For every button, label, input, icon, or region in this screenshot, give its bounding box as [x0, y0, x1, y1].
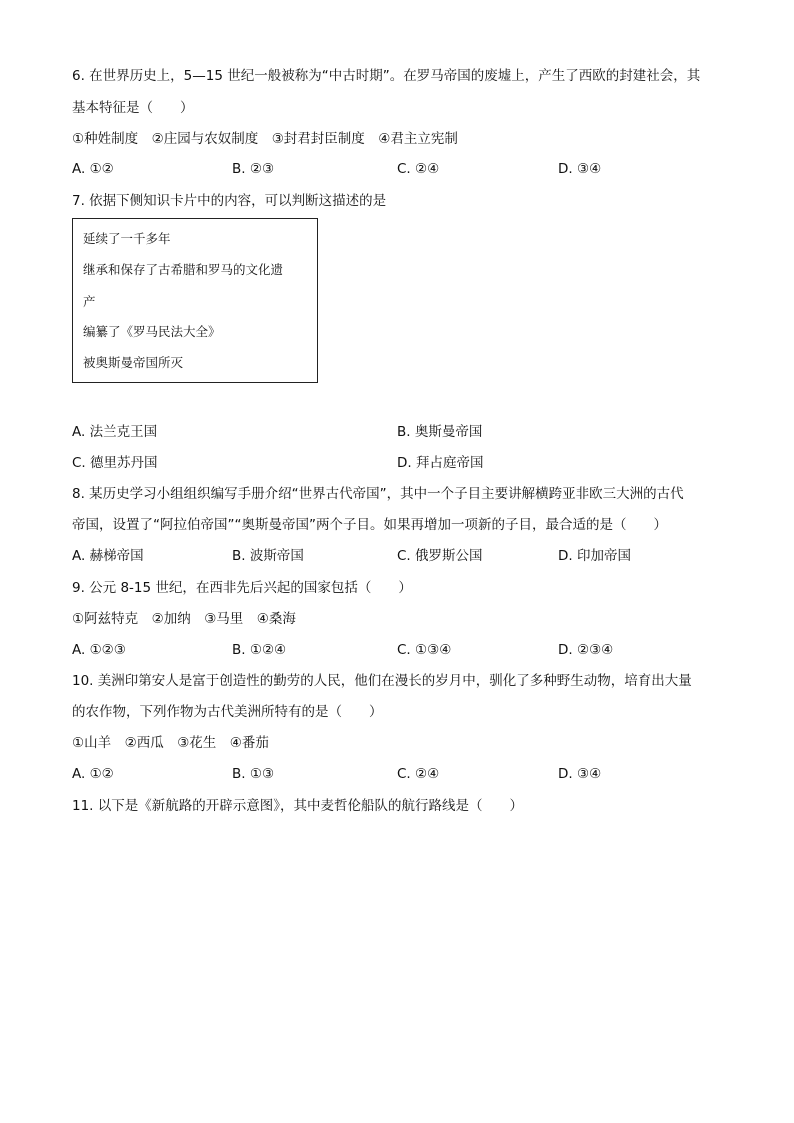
q8-stem-line1: 8. 某历史学习小组组织编写手册介绍“世界古代帝国”，其中一个子目主要讲解横跨亚非欧三大洲的古代: [72, 486, 684, 502]
q9-option-d[interactable]: D. ②③④: [558, 642, 614, 658]
card-line: 编纂了《罗马民法大全》: [83, 324, 221, 339]
q7-options-row1: [72, 422, 722, 442]
q6-stem-line1: 6. 在世界历史上，5—15 世纪一般被称为“中古时期”。在罗马帝国的废墟上，产生了西欧的封建社会，其: [72, 68, 701, 84]
card-line: 被奥斯曼帝国所灭: [83, 355, 184, 370]
q10-option-b[interactable]: B. ①③: [232, 766, 275, 782]
q8-options: [72, 546, 722, 566]
q7-option-d[interactable]: D. 拜占庭帝国: [397, 455, 484, 471]
q10-stem-line2: 的农作物，下列作物为古代美洲所特有的是（ ）: [72, 704, 383, 720]
q9-items: ①阿兹特克 ②加纳 ③马里 ④桑海: [72, 611, 296, 627]
q11-stem: 11. 以下是《新航路的开辟示意图》，其中麦哲伦船队的航行路线是（ ）: [72, 798, 524, 814]
q7-option-b[interactable]: B. 奥斯曼帝国: [397, 424, 483, 440]
q6-option-d[interactable]: D. ③④: [558, 161, 602, 177]
q10-option-d[interactable]: D. ③④: [558, 766, 602, 782]
q8-option-b[interactable]: B. 波斯帝国: [232, 548, 304, 564]
q9-option-a[interactable]: A. ①②③: [72, 642, 126, 658]
q6-options: [72, 159, 722, 179]
card-line: 产: [83, 294, 96, 309]
q9-stem: 9. 公元 8-15 世纪，在西非先后兴起的国家包括（ ）: [72, 580, 412, 596]
q8-option-c[interactable]: C. 俄罗斯公国: [397, 548, 483, 564]
q9-options: [72, 640, 722, 660]
q7-option-a[interactable]: A. 法兰克王国: [72, 424, 158, 440]
q10-options: [72, 764, 722, 784]
q9-option-b[interactable]: B. ①②④: [232, 642, 287, 658]
q6-stem-line2: 基本特征是（ ）: [72, 100, 194, 116]
q9-option-c[interactable]: C. ①③④: [397, 642, 452, 658]
q7-option-c[interactable]: C. 德里苏丹国: [72, 455, 158, 471]
q10-items: ①山羊 ②西瓜 ③花生 ④番茄: [72, 735, 269, 751]
q6-items: ①种姓制度 ②庄园与农奴制度 ③封君封臣制度 ④君主立宪制: [72, 131, 458, 147]
card-line: 继承和保存了古希腊和罗马的文化遗: [83, 262, 284, 277]
q10-option-a[interactable]: A. ①②: [72, 766, 114, 782]
q7-options-row2: [72, 453, 722, 473]
q8-option-a[interactable]: A. 赫梯帝国: [72, 548, 144, 564]
q6-option-b[interactable]: B. ②③: [232, 161, 275, 177]
q7-stem: 7. 依据下侧知识卡片中的内容，可以判断这描述的是: [72, 193, 387, 209]
q6-option-a[interactable]: A. ①②: [72, 161, 114, 177]
q10-option-c[interactable]: C. ②④: [397, 766, 440, 782]
q8-option-d[interactable]: D. 印加帝国: [558, 548, 631, 564]
q6-option-c[interactable]: C. ②④: [397, 161, 440, 177]
q10-stem-line1: 10. 美洲印第安人是富于创造性的勤劳的人民，他们在漫长的岁月中，驯化了多种野生动物，培育出大量: [72, 673, 692, 689]
knowledge-card: [72, 218, 318, 383]
card-line: 延续了一千多年: [83, 231, 171, 246]
q8-stem-line2: 帝国，设置了“阿拉伯帝国”“奥斯曼帝国”两个子目。如果再增加一项新的子目，最合适的是（ ）: [72, 517, 667, 533]
